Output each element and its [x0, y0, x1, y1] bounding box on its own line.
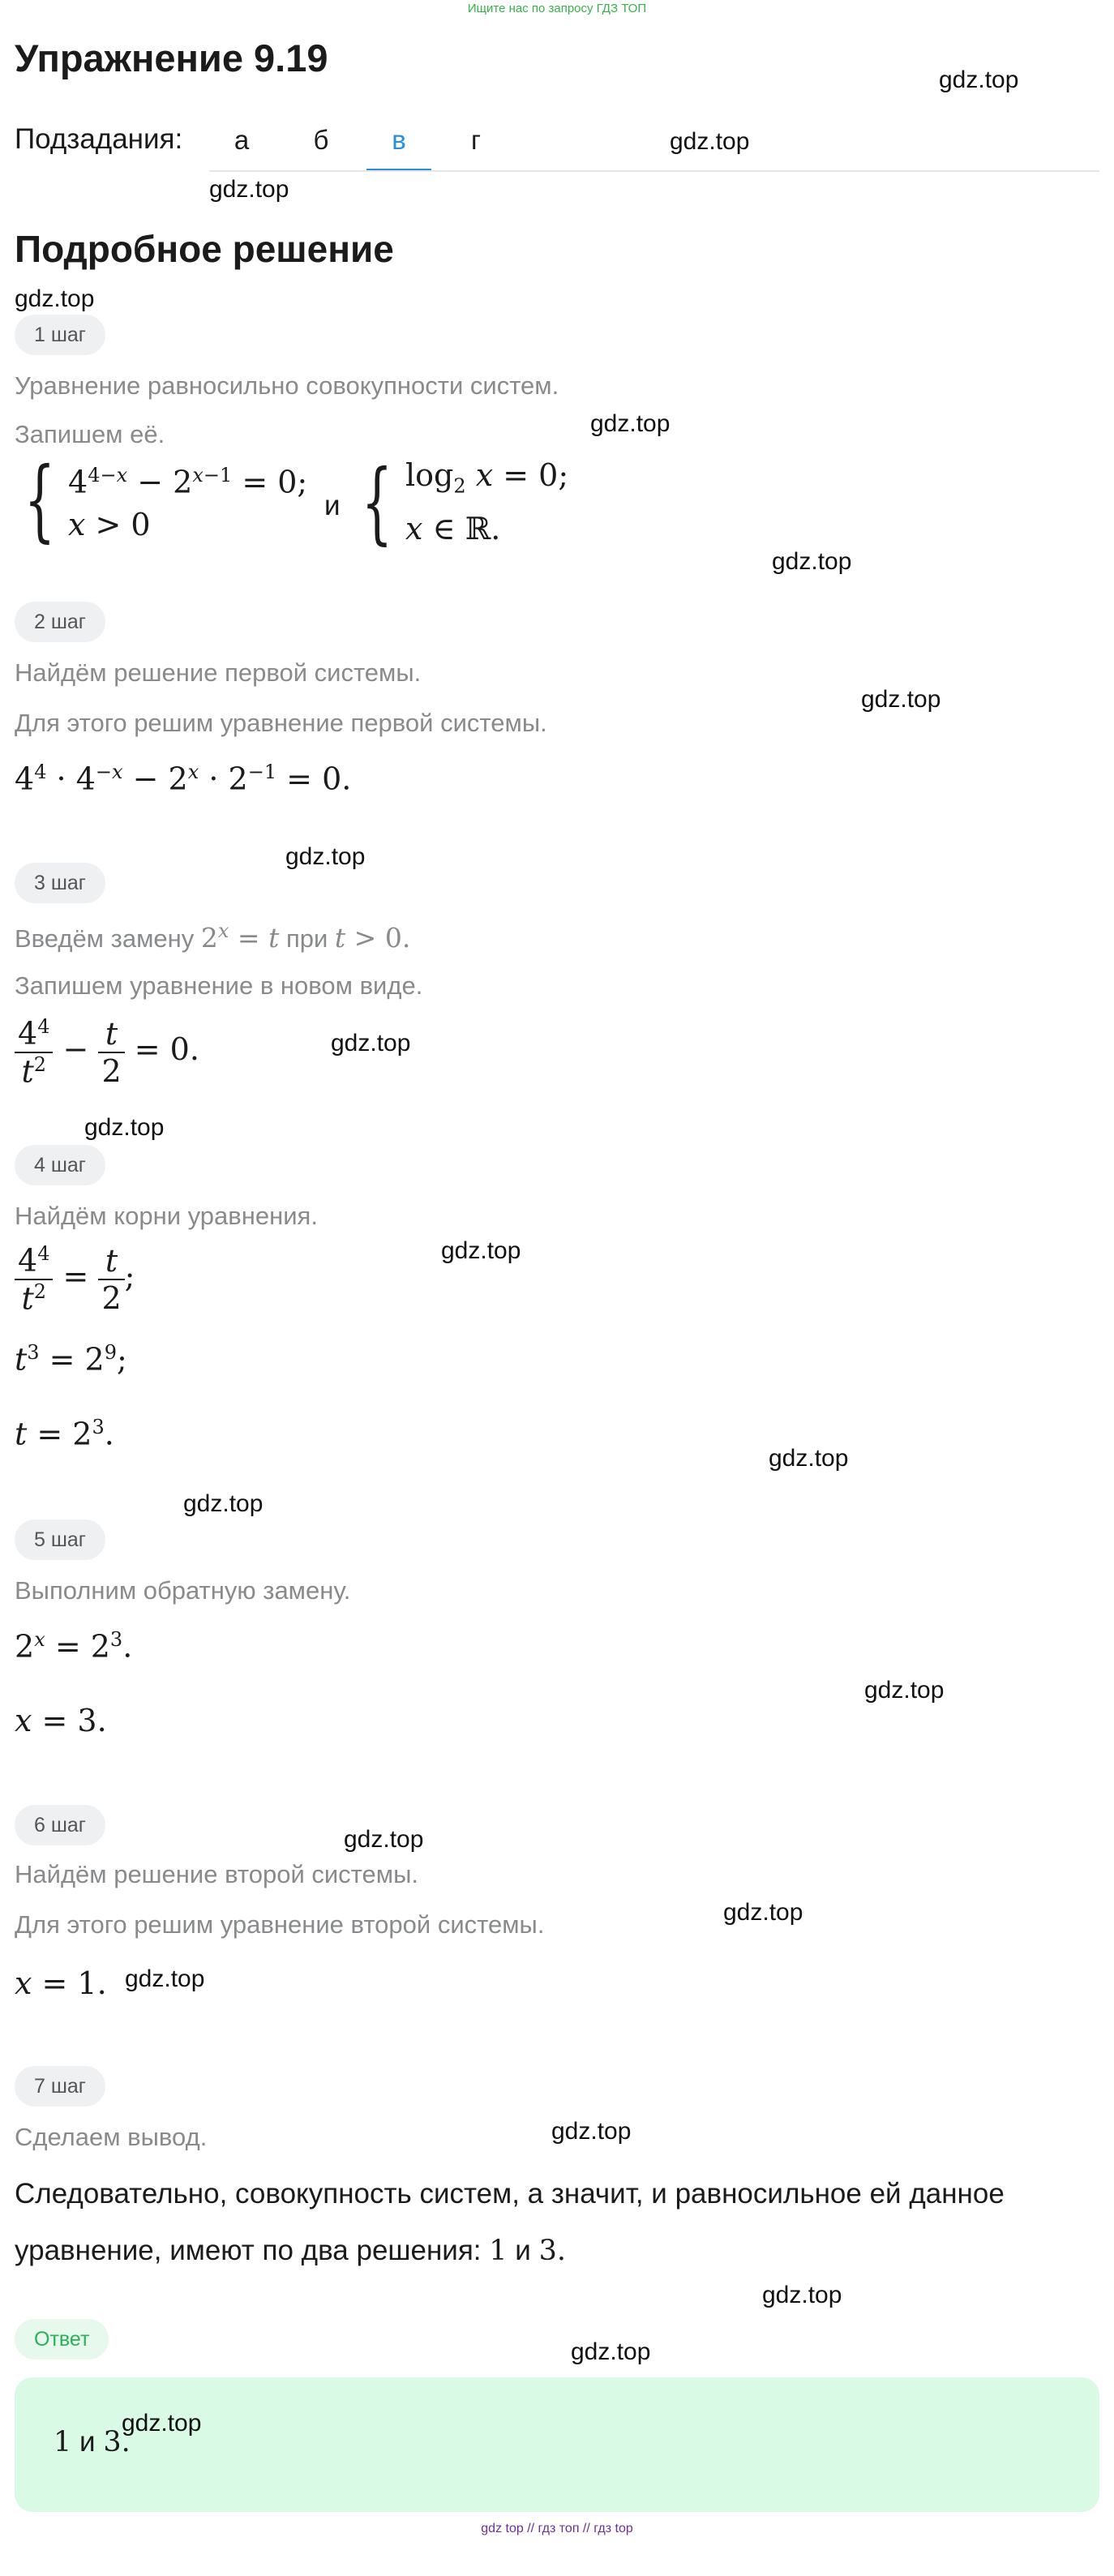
substitution-text-a: Введём замену [15, 924, 195, 953]
watermark: gdz.top [285, 843, 366, 870]
tabs-divider [209, 170, 1099, 172]
equation: $\frac{4^4}{t^2}$ − $\frac{t}{2}$ = 0. [15, 1015, 199, 1089]
watermark: gdz.top [762, 2282, 842, 2308]
top-banner[interactable]: Ищите нас по запросу ГДЗ ТОП [467, 2, 647, 15]
answer-value: 1 и 3. [54, 2426, 131, 2458]
substitution-text-b: при [285, 924, 328, 953]
tab-a[interactable]: а [234, 125, 250, 155]
watermark: gdz.top [122, 2410, 202, 2437]
system-2: { $\log_2 x = 0$; x ∈ ℝ. [361, 449, 569, 554]
watermark: gdz.top [15, 285, 95, 312]
conclusion-and: и [515, 2235, 531, 2266]
system-1: { $4^{4-x} - 2^{x-1} = 0$; x > 0 [24, 448, 308, 552]
watermark: gdz.top [209, 176, 289, 203]
equation: $\frac{4^4}{t^2}$ = $\frac{t}{2}$ ; [15, 1242, 135, 1316]
step-text: Запишем её. [15, 420, 165, 448]
step-text: Для этого решим уравнение первой системы. [15, 709, 547, 737]
step-text: Для этого решим уравнение второй системы. [15, 1910, 545, 1939]
watermark: gdz.top [590, 410, 671, 437]
watermark: gdz.top [331, 1030, 411, 1057]
footer-links[interactable]: gdz top // гдз топ // гдз top [481, 2522, 633, 2535]
solution-heading: Подробное решение [15, 228, 394, 270]
step-badge: 1 шаг [15, 315, 105, 355]
equation: x = 1. [15, 1965, 107, 2001]
watermark: gdz.top [861, 686, 941, 713]
step-text: Найдём корни уравнения. [15, 1202, 318, 1230]
subtasks-label: Подзадания: [15, 123, 183, 155]
watermark: gdz.top [344, 1826, 424, 1853]
conclusion-line-2: уравнение, имеют по два решения: 1 и 3. [15, 2235, 566, 2267]
watermark: gdz.top [772, 548, 852, 575]
conclusion-text: уравнение, имеют по два решения: [15, 2235, 482, 2266]
answer-badge: Ответ [15, 2319, 109, 2360]
step-text: Найдём решение первой системы. [15, 658, 422, 687]
step-text: Введём замену $2^x = t$ при t > 0. [15, 919, 411, 954]
watermark: gdz.top [723, 1899, 803, 1926]
step-badge: 2 шаг [15, 602, 105, 642]
watermark: gdz.top [670, 128, 750, 155]
watermark: gdz.top [441, 1237, 521, 1264]
step-text: Выполним обратную замену. [15, 1576, 351, 1605]
step-text: Сделаем вывод. [15, 2123, 208, 2151]
answer-box [15, 2377, 1099, 2512]
watermark: gdz.top [939, 66, 1019, 93]
watermark: gdz.top [571, 2338, 651, 2365]
page-title: Упражнение 9.19 [15, 36, 328, 79]
watermark: gdz.top [769, 1445, 849, 1472]
step-text: Найдём решение второй системы. [15, 1860, 418, 1888]
equation: $t^3 = 2^9$; [15, 1341, 127, 1378]
answer-and: и [79, 2426, 96, 2458]
equation: $4^4 \cdot 4^{-x} - 2^x \cdot 2^{-1} = 0$. [15, 761, 352, 797]
step-badge: 7 шаг [15, 2066, 105, 2107]
and-word: и [324, 490, 341, 521]
tab-v[interactable]: в [366, 122, 431, 172]
step-text: Уравнение равносильно совокупности систем. [15, 371, 559, 400]
watermark: gdz.top [183, 1490, 264, 1517]
watermark: gdz.top [125, 1965, 205, 1992]
tab-b[interactable]: б [313, 125, 329, 155]
conclusion-line-1: Следовательно, совокупность систем, а значит, и равносильное ей данное [15, 2178, 1005, 2210]
step-badge: 3 шаг [15, 863, 105, 903]
equation: x = 3. [15, 1703, 107, 1738]
tab-g[interactable]: г [470, 125, 482, 155]
step-badge: 6 шаг [15, 1805, 105, 1845]
step-badge: 4 шаг [15, 1145, 105, 1185]
equation: $2^x = 2^3$. [15, 1628, 133, 1665]
step-badge: 5 шаг [15, 1519, 105, 1560]
watermark: gdz.top [84, 1114, 165, 1141]
watermark: gdz.top [551, 2118, 632, 2145]
equation: $t = 2^3$. [15, 1416, 114, 1452]
watermark: gdz.top [864, 1677, 945, 1704]
step-text: Запишем уравнение в новом виде. [15, 971, 423, 1000]
